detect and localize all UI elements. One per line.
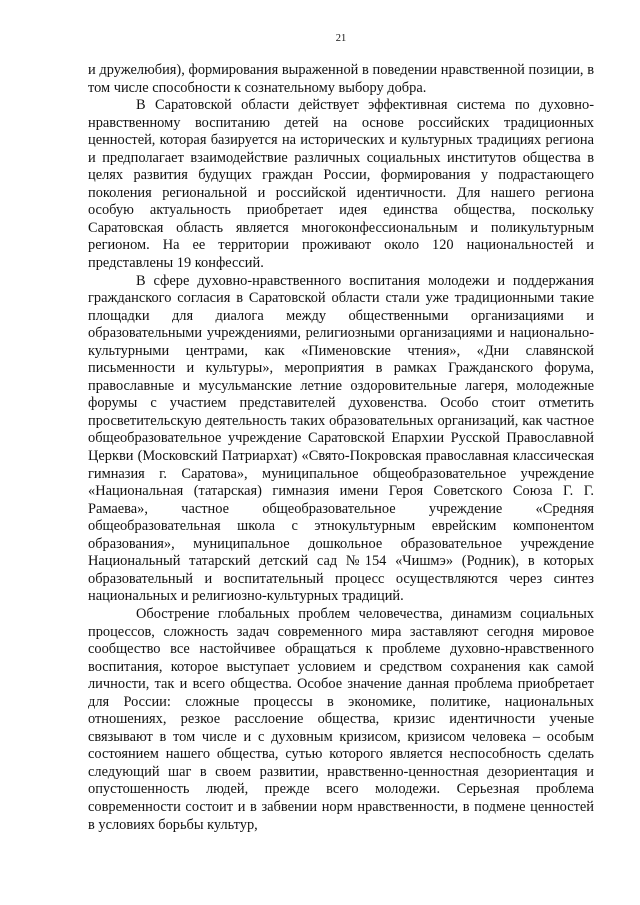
paragraph-continuation: и дружелюбия), формирования выраженной в поведении нравственной позиции, в том числе способности к сознательному выбору добра.: [88, 62, 594, 96]
paragraph-dialogue-platforms: В сфере духовно-нравственного воспитания молодежи и поддержания гражданского согласия в Саратовской области стали уже традиционными такие площадки для диалога между общественными организациями и образовательными учреждениями, религиозными организациями и национально-культурными центрами, как «Пименовские чтения», «Дни славянской письменности и культуры», мероприятия в рамках Гражданского форума, православные и мусульманские летние оздоровительные лагеря, молодежные форумы с участием представителей духовенства. Особо стоит отметить просветительскую деятельность таких образовательных организаций, как частное общеобразовательное учреждение Саратовской Епархии Русской Православной Церкви (Московский Патриархат) «Свято-Покровская православная классическая гимназия г. Саратова», муниципальное общеобразовательное учреждение «Национальная (татарская) гимназия имени Героя Советского Союза Г. Г. Рамаева», частное общеобразовательное учреждение «Средняя общеобразовательная школа с этнокультурным еврейским компонентом образования», муниципальное дошкольное образовательное учреждение Национальный татарский детский сад №154 «Чишмэ» (Родник), в которых образовательный и воспитательный процесс осуществляются через синтез национальных и религиозно-культурных традиций.: [88, 272, 594, 605]
page-number: 21: [335, 33, 347, 44]
paragraph-global-problems: Обострение глобальных проблем человечества, динамизм социальных процессов, сложность задач современного мира заставляют сегодня мировое сообщество все настойчивее обращаться к проблеме духовно-нравственного воспитания, которое выступает условием и средством сохранения как самой личности, так и всего общества. Особое значение данная проблема приобретает для России: сложные процессы в экономике, политике, национальных отношениях, резкое расслоение общества, кризис идентичности ученые связывают в том числе и с духовным кризисом, кризисом человека – особым состоянием нашего общества, сутью которого является неспособность сделать следующий шаг в своем развитии, нравственно-ценностная дезориентация и опустошенность людей, прежде всего молодежи. Серьезная проблема современности состоит и в забвении норм нравственности, в подмене ценностей в условиях борьбы культур,: [88, 605, 594, 833]
body-text: [88, 62, 594, 834]
paragraph-saratov-system: В Саратовской области действует эффективная система по духовно-нравственному воспитанию детей на основе российских традиционных ценностей, которая базируется на исторических и культурных традициях региона и предполагает взаимодействие различных социальных институтов общества в целях развития будущих граждан России, формирования у подрастающего поколения региональной и российской идентичности. Для нашего региона особую актуальность приобретает идея единства общества, поскольку Саратовская область является многоконфессиональным и поликультурным регионом. На ее территории проживают около 120 национальностей и представлены 19 конфессий.: [88, 97, 594, 272]
